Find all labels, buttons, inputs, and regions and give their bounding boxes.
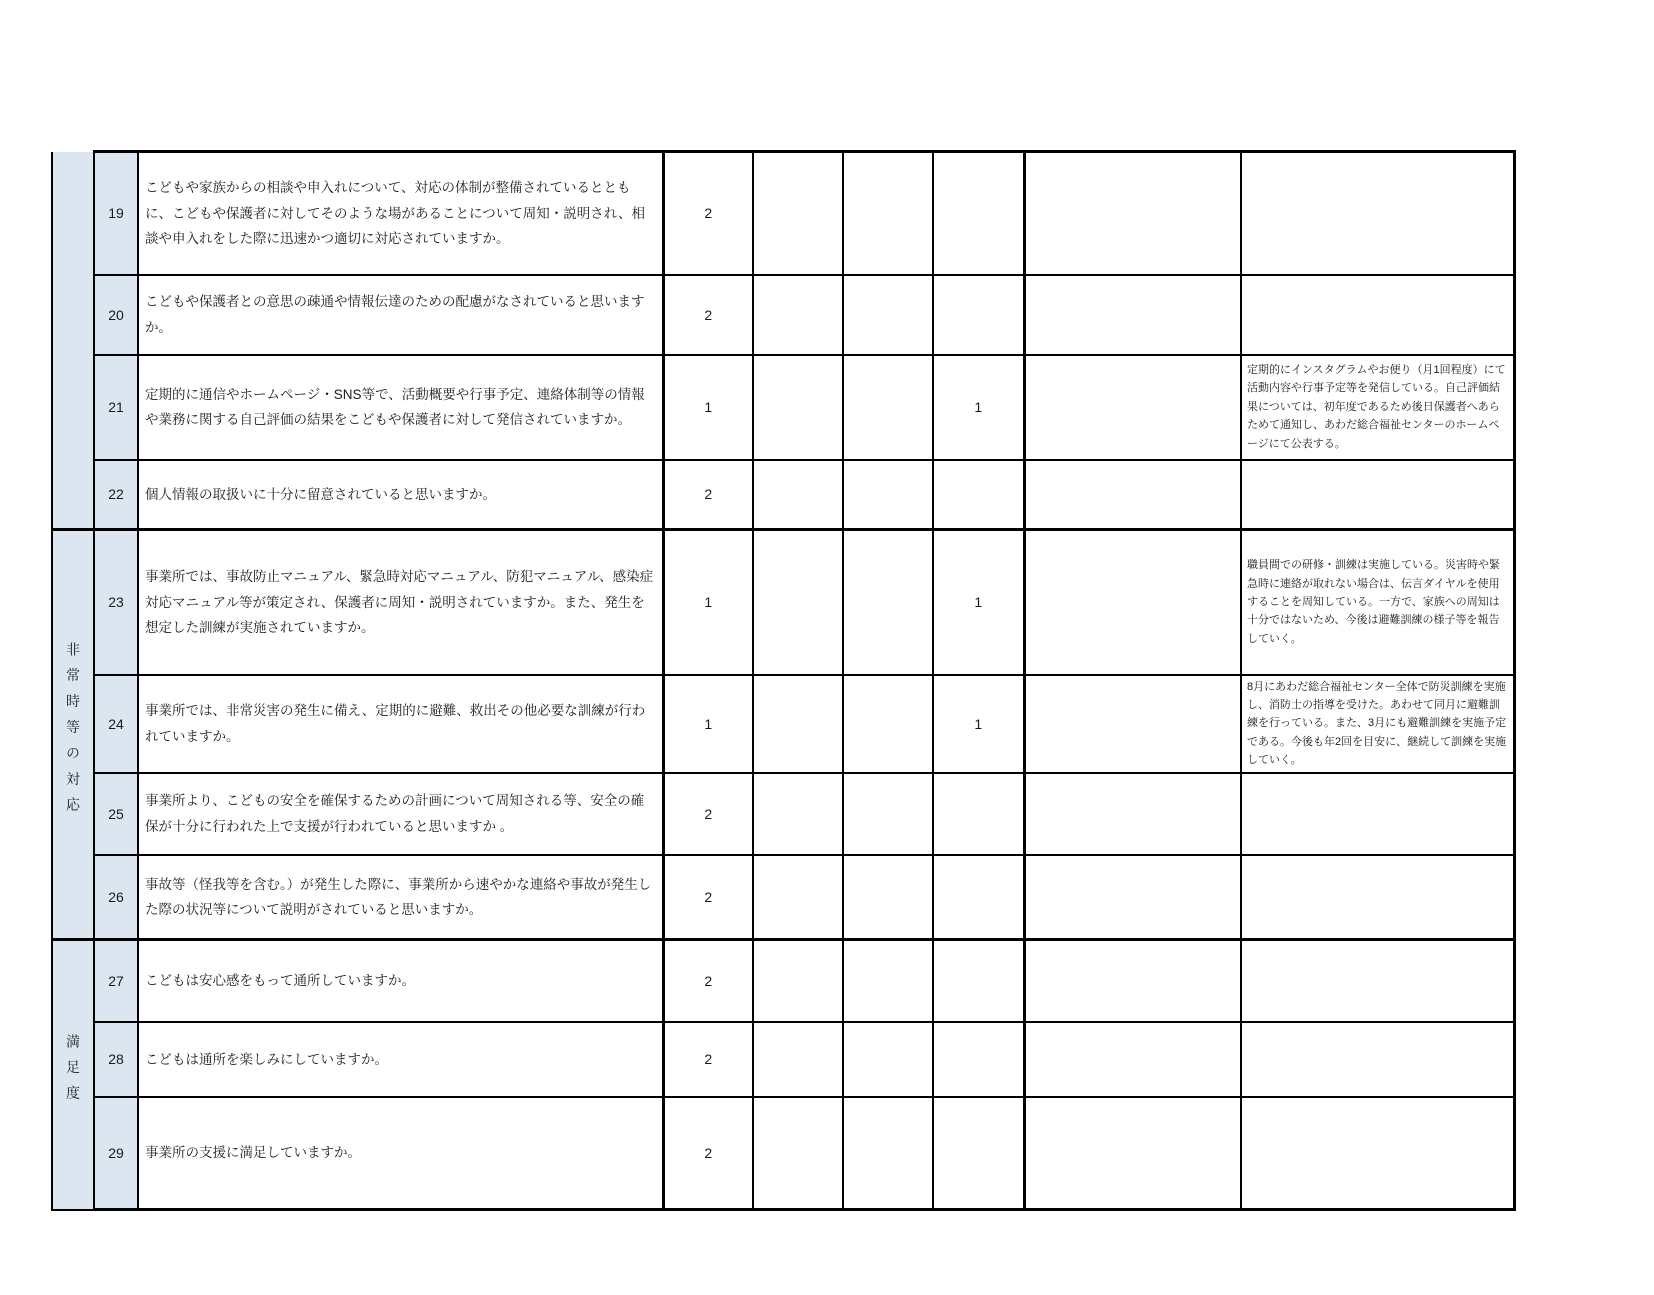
value-cell-3 <box>843 152 933 275</box>
value-cell-1: 2 <box>663 773 753 855</box>
category-label: 満足度 <box>65 1033 81 1112</box>
question-cell: 個人情報の取扱いに十分に留意されていると思いますか。 <box>138 460 663 530</box>
value-cell-2 <box>753 773 843 855</box>
category-label: 非常時等の対応 <box>65 641 81 823</box>
blank-wide-cell <box>1024 530 1241 675</box>
value-cell-4 <box>933 152 1024 275</box>
value-cell-4: 1 <box>933 530 1024 675</box>
blank-wide-cell <box>1024 1022 1241 1097</box>
row-number-cell: 29 <box>94 1097 138 1210</box>
table-row <box>52 773 1514 855</box>
value-cell-4: 1 <box>933 675 1024 773</box>
value-cell-3 <box>843 855 933 940</box>
blank-wide-cell <box>1024 460 1241 530</box>
value-cell-3 <box>843 675 933 773</box>
value-cell-2 <box>753 355 843 460</box>
question-cell: 定期的に通信やホームページ・SNS等で、活動概要や行事予定、連絡体制等の情報や業務に関する自己評価の結果をこどもや保護者に対して発信されていますか。 <box>138 355 663 460</box>
row-number-cell: 22 <box>94 460 138 530</box>
value-cell-4 <box>933 855 1024 940</box>
row-number-cell: 24 <box>94 675 138 773</box>
table-row <box>52 675 1514 773</box>
value-cell-2 <box>753 1022 843 1097</box>
value-cell-2 <box>753 940 843 1022</box>
value-cell-4 <box>933 1097 1024 1210</box>
blank-wide-cell <box>1024 773 1241 855</box>
comment-cell <box>1241 773 1514 855</box>
value-cell-1: 2 <box>663 940 753 1022</box>
value-cell-3 <box>843 530 933 675</box>
question-cell: 事故等（怪我等を含む。）が発生した際に、事業所から速やかな連絡や事故が発生した際の状況等について説明がされていると思いますか。 <box>138 855 663 940</box>
value-cell-3 <box>843 355 933 460</box>
row-number-cell: 28 <box>94 1022 138 1097</box>
table-row <box>52 855 1514 940</box>
row-number-cell: 19 <box>94 152 138 275</box>
value-cell-1: 2 <box>663 1097 753 1210</box>
table-row <box>52 530 1514 675</box>
blank-wide-cell <box>1024 152 1241 275</box>
category-cell <box>52 530 94 940</box>
value-cell-4 <box>933 275 1024 355</box>
table-row <box>52 275 1514 355</box>
value-cell-1: 1 <box>663 530 753 675</box>
blank-wide-cell <box>1024 1097 1241 1210</box>
value-cell-2 <box>753 855 843 940</box>
value-cell-4 <box>933 460 1024 530</box>
value-cell-1: 2 <box>663 460 753 530</box>
comment-cell: 定期的にインスタグラムやお便り（月1回程度）にて活動内容や行事予定等を発信している。自己評価結果については、初年度であるため後日保護者へあらためて通知し、あわだ総合福祉センターのホームページにて公表する。 <box>1241 355 1514 460</box>
comment-cell: 職員間での研修・訓練は実施している。災害時や緊急時に連絡が取れない場合は、伝言ダイヤルを使用することを周知している。一方で、家族への周知は十分ではないため、今後は避難訓練の様子等を報告していく。 <box>1241 530 1514 675</box>
blank-wide-cell <box>1024 355 1241 460</box>
evaluation-table <box>51 150 1516 1211</box>
comment-cell <box>1241 1022 1514 1097</box>
value-cell-3 <box>843 1022 933 1097</box>
value-cell-2 <box>753 275 843 355</box>
value-cell-4 <box>933 773 1024 855</box>
category-cell <box>52 152 94 530</box>
value-cell-3 <box>843 940 933 1022</box>
table-row <box>52 1022 1514 1097</box>
value-cell-3 <box>843 275 933 355</box>
value-cell-2 <box>753 460 843 530</box>
value-cell-2 <box>753 675 843 773</box>
value-cell-2 <box>753 152 843 275</box>
blank-wide-cell <box>1024 940 1241 1022</box>
comment-cell <box>1241 1097 1514 1210</box>
question-cell: 事業所より、こどもの安全を確保するための計画について周知される等、安全の確保が十分に行われた上で支援が行われていると思いますか 。 <box>138 773 663 855</box>
question-cell: 事業所では、事故防止マニュアル、緊急時対応マニュアル、防犯マニュアル、感染症対応マニュアル等が策定され、保護者に周知・説明されていますか。また、発生を想定した訓練が実施されていますか。 <box>138 530 663 675</box>
value-cell-1: 2 <box>663 1022 753 1097</box>
category-cell <box>52 940 94 1210</box>
value-cell-2 <box>753 1097 843 1210</box>
question-cell: こどもや保護者との意思の疎通や情報伝達のための配慮がなされていると思いますか。 <box>138 275 663 355</box>
blank-wide-cell <box>1024 675 1241 773</box>
blank-wide-cell <box>1024 855 1241 940</box>
value-cell-3 <box>843 773 933 855</box>
row-number-cell: 20 <box>94 275 138 355</box>
value-cell-2 <box>753 530 843 675</box>
question-cell: 事業所の支援に満足していますか。 <box>138 1097 663 1210</box>
table-row <box>52 355 1514 460</box>
value-cell-3 <box>843 1097 933 1210</box>
table-row <box>52 940 1514 1022</box>
value-cell-1: 1 <box>663 355 753 460</box>
value-cell-1: 2 <box>663 275 753 355</box>
value-cell-4 <box>933 1022 1024 1097</box>
value-cell-3 <box>843 460 933 530</box>
value-cell-4: 1 <box>933 355 1024 460</box>
question-cell: こどもは通所を楽しみにしていますか。 <box>138 1022 663 1097</box>
table-row <box>52 152 1514 275</box>
comment-cell <box>1241 275 1514 355</box>
comment-cell <box>1241 460 1514 530</box>
value-cell-1: 1 <box>663 675 753 773</box>
comment-cell <box>1241 855 1514 940</box>
row-number-cell: 27 <box>94 940 138 1022</box>
comment-cell <box>1241 152 1514 275</box>
row-number-cell: 25 <box>94 773 138 855</box>
question-cell: 事業所では、非常災害の発生に備え、定期的に避難、救出その他必要な訓練が行われていますか。 <box>138 675 663 773</box>
question-cell: こどもは安心感をもって通所していますか。 <box>138 940 663 1022</box>
row-number-cell: 21 <box>94 355 138 460</box>
comment-cell <box>1241 940 1514 1022</box>
value-cell-1: 2 <box>663 152 753 275</box>
question-cell: こどもや家族からの相談や申入れについて、対応の体制が整備されているとともに、こどもや保護者に対してそのような場があることについて周知・説明され、相談や申入れをした際に迅速かつ適切に対応されていますか。 <box>138 152 663 275</box>
table-row <box>52 460 1514 530</box>
row-number-cell: 26 <box>94 855 138 940</box>
table-row <box>52 1097 1514 1210</box>
value-cell-4 <box>933 940 1024 1022</box>
comment-cell: 8月にあわだ総合福祉センター全体で防災訓練を実施し、消防士の指導を受けた。あわせて同月に避難訓練を行っている。また、3月にも避難訓練を実施予定である。今後も年2回を目安に、継続して訓練を実施していく。 <box>1241 675 1514 773</box>
value-cell-1: 2 <box>663 855 753 940</box>
row-number-cell: 23 <box>94 530 138 675</box>
blank-wide-cell <box>1024 275 1241 355</box>
